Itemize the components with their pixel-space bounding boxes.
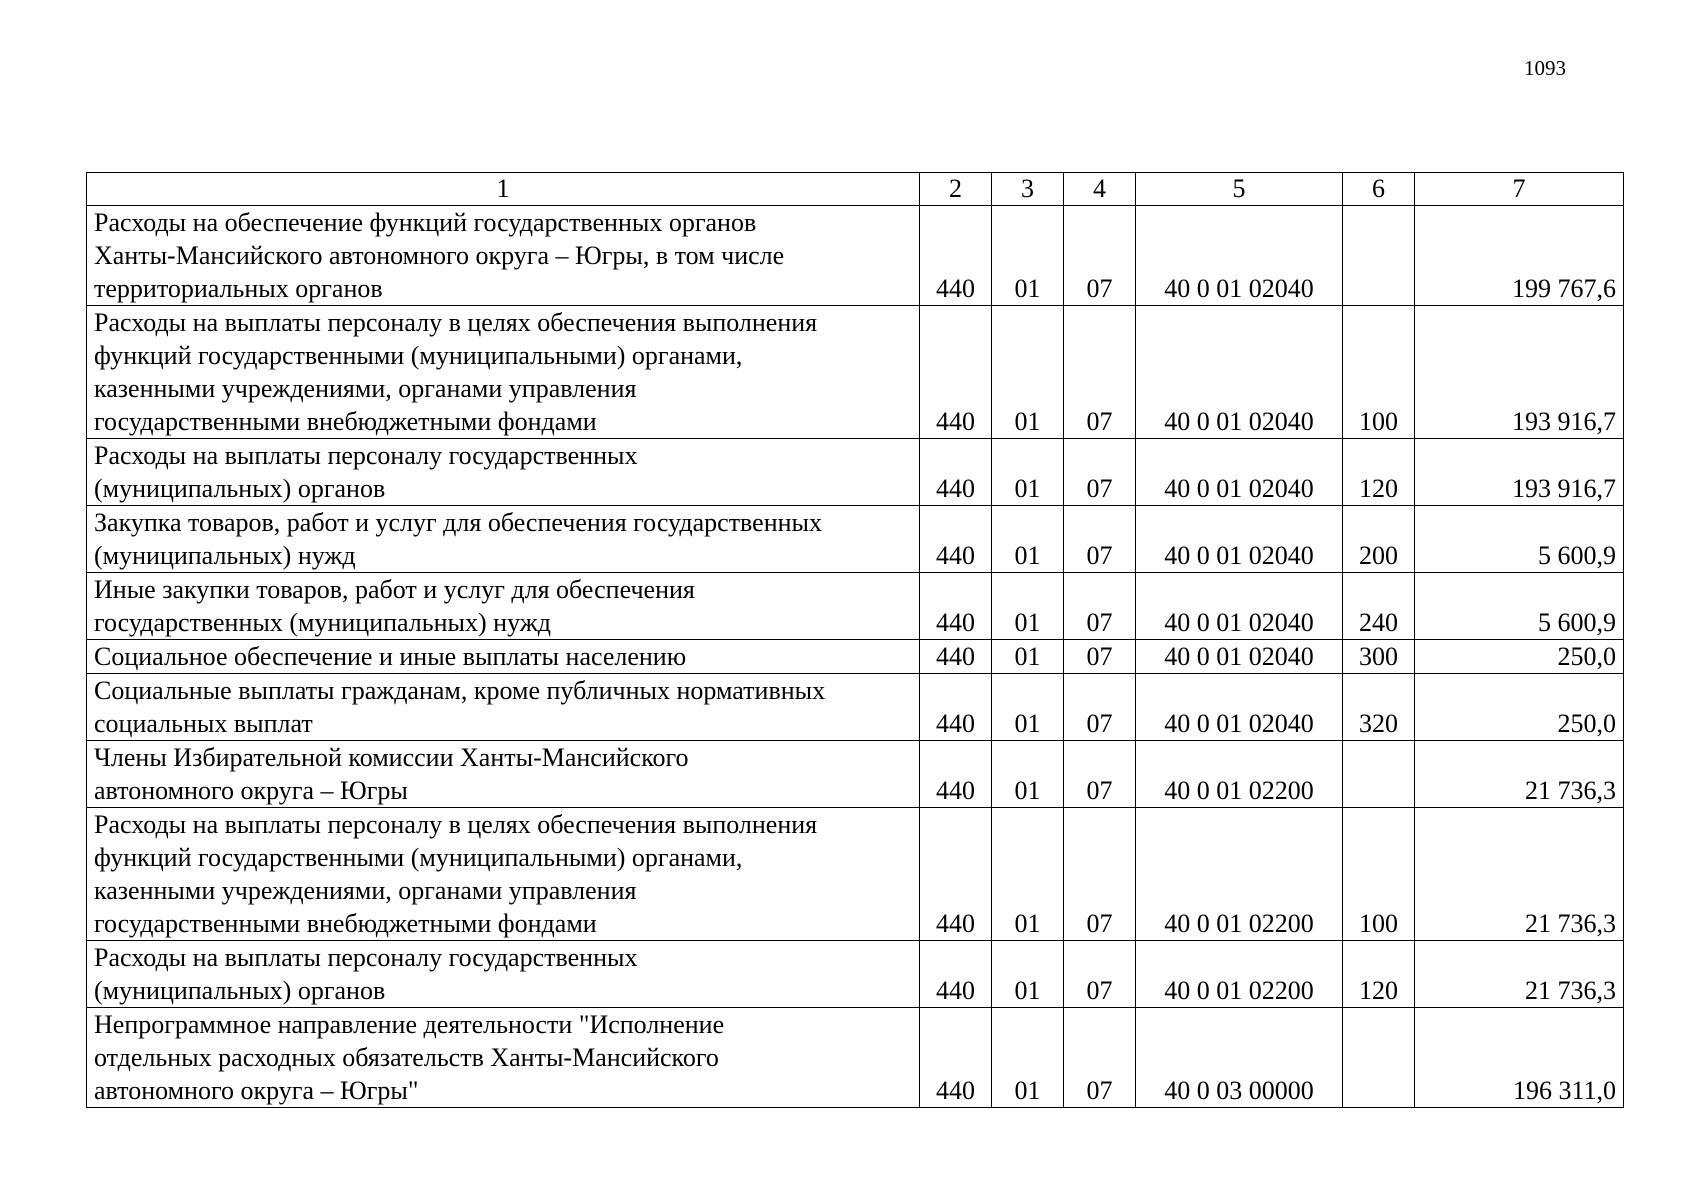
table-row	[87, 808, 1624, 941]
description-line: Расходы на выплаты персоналу в целях обеспечения выполнения	[94, 810, 818, 839]
target-article-cell: 40 0 01 02200	[1136, 808, 1343, 941]
admin-code-cell: 440	[920, 941, 992, 1008]
table-header-row	[87, 173, 1624, 206]
admin-code-cell: 440	[920, 1008, 992, 1108]
table-row	[87, 674, 1624, 741]
table-row	[87, 206, 1624, 306]
description-line: функций государственными (муниципальными) органами,	[94, 843, 743, 872]
header-cell: 6	[1343, 173, 1415, 206]
admin-code-cell: 440	[920, 573, 992, 640]
admin-code-cell: 440	[920, 808, 992, 941]
expense-type-cell: 100	[1343, 808, 1415, 941]
table-row	[87, 306, 1624, 439]
description-line: Ханты-Мансийского автономного округа – Югры, в том числе	[94, 241, 785, 270]
admin-code-cell: 440	[920, 439, 992, 506]
description-line: казенными учреждениями, органами управления	[94, 876, 637, 905]
description-line: Расходы на выплаты персоналу государственных	[94, 441, 638, 470]
section-code-cell: 01	[992, 941, 1064, 1008]
section-code-cell: 01	[992, 306, 1064, 439]
description-line: отдельных расходных обязательств Ханты-Мансийского	[94, 1043, 719, 1072]
description-cell	[87, 941, 920, 1008]
description-line: государственными внебюджетными фондами	[94, 407, 597, 436]
description-line: Закупка товаров, работ и услуг для обеспечения государственных	[94, 508, 823, 537]
subsection-code-cell: 07	[1064, 439, 1136, 506]
amount-cell: 21 736,3	[1415, 808, 1624, 941]
header-cell: 5	[1136, 173, 1343, 206]
description-cell	[87, 808, 920, 941]
target-article-cell: 40 0 01 02200	[1136, 741, 1343, 808]
target-article-cell: 40 0 03 00000	[1136, 1008, 1343, 1108]
description-line: Члены Избирательной комиссии Ханты-Мансийского	[94, 743, 689, 772]
header-cell: 2	[920, 173, 992, 206]
description-line: государственных (муниципальных) нужд	[94, 608, 551, 637]
description-cell	[87, 506, 920, 573]
header-cell: 4	[1064, 173, 1136, 206]
subsection-code-cell: 07	[1064, 941, 1136, 1008]
subsection-code-cell: 07	[1064, 640, 1136, 674]
subsection-code-cell: 07	[1064, 506, 1136, 573]
section-code-cell: 01	[992, 674, 1064, 741]
header-cell: 1	[87, 173, 920, 206]
expense-type-cell: 120	[1343, 439, 1415, 506]
amount-cell: 193 916,7	[1415, 306, 1624, 439]
description-cell	[87, 206, 920, 306]
description-line: автономного округа – Югры"	[94, 1076, 419, 1105]
amount-cell: 250,0	[1415, 640, 1624, 674]
page-number: 1093	[1524, 56, 1566, 80]
table-row	[87, 640, 1624, 674]
description-line: казенными учреждениями, органами управления	[94, 374, 637, 403]
amount-cell: 21 736,3	[1415, 941, 1624, 1008]
section-code-cell: 01	[992, 1008, 1064, 1108]
section-code-cell: 01	[992, 640, 1064, 674]
description-line: Расходы на выплаты персоналу в целях обеспечения выполнения	[94, 308, 818, 337]
amount-cell: 193 916,7	[1415, 439, 1624, 506]
amount-cell: 199 767,6	[1415, 206, 1624, 306]
target-article-cell: 40 0 01 02040	[1136, 573, 1343, 640]
admin-code-cell: 440	[920, 206, 992, 306]
description-cell	[87, 439, 920, 506]
amount-cell: 5 600,9	[1415, 573, 1624, 640]
section-code-cell: 01	[992, 741, 1064, 808]
description-cell	[87, 640, 920, 674]
target-article-cell: 40 0 01 02040	[1136, 506, 1343, 573]
section-code-cell: 01	[992, 506, 1064, 573]
description-cell	[87, 1008, 920, 1108]
description-line: Социальные выплаты гражданам, кроме публичных нормативных	[94, 676, 826, 705]
admin-code-cell: 440	[920, 506, 992, 573]
header-cell: 3	[992, 173, 1064, 206]
expense-type-cell	[1343, 1008, 1415, 1108]
description-cell	[87, 741, 920, 808]
target-article-cell: 40 0 01 02040	[1136, 674, 1343, 741]
description-line: Иные закупки товаров, работ и услуг для обеспечения	[94, 575, 695, 604]
target-article-cell: 40 0 01 02040	[1136, 306, 1343, 439]
expense-type-cell: 300	[1343, 640, 1415, 674]
expense-type-cell: 120	[1343, 941, 1415, 1008]
expense-type-cell: 320	[1343, 674, 1415, 741]
section-code-cell: 01	[992, 573, 1064, 640]
description-line: Социальное обеспечение и иные выплаты населению	[94, 642, 687, 671]
description-line: (муниципальных) органов	[94, 474, 386, 503]
table-row	[87, 1008, 1624, 1108]
table-row	[87, 439, 1624, 506]
amount-cell: 196 311,0	[1415, 1008, 1624, 1108]
section-code-cell: 01	[992, 206, 1064, 306]
description-cell	[87, 573, 920, 640]
subsection-code-cell: 07	[1064, 206, 1136, 306]
description-line: автономного округа – Югры	[94, 776, 408, 805]
description-line: социальных выплат	[94, 709, 313, 738]
description-line: Расходы на обеспечение функций государственных органов	[94, 208, 757, 237]
subsection-code-cell: 07	[1064, 1008, 1136, 1108]
admin-code-cell: 440	[920, 640, 992, 674]
description-line: (муниципальных) нужд	[94, 541, 356, 570]
description-cell	[87, 674, 920, 741]
admin-code-cell: 440	[920, 306, 992, 439]
admin-code-cell: 440	[920, 674, 992, 741]
description-line: территориальных органов	[94, 274, 383, 303]
target-article-cell: 40 0 01 02200	[1136, 941, 1343, 1008]
subsection-code-cell: 07	[1064, 306, 1136, 439]
description-line: государственными внебюджетными фондами	[94, 909, 597, 938]
expense-type-cell: 240	[1343, 573, 1415, 640]
description-line: Расходы на выплаты персоналу государственных	[94, 943, 638, 972]
description-line: (муниципальных) органов	[94, 976, 386, 1005]
amount-cell: 5 600,9	[1415, 506, 1624, 573]
expense-type-cell	[1343, 741, 1415, 808]
expense-type-cell: 100	[1343, 306, 1415, 439]
amount-cell: 250,0	[1415, 674, 1624, 741]
target-article-cell: 40 0 01 02040	[1136, 439, 1343, 506]
table-row	[87, 741, 1624, 808]
table-row	[87, 506, 1624, 573]
section-code-cell: 01	[992, 808, 1064, 941]
amount-cell: 21 736,3	[1415, 741, 1624, 808]
description-line: функций государственными (муниципальными) органами,	[94, 341, 743, 370]
subsection-code-cell: 07	[1064, 741, 1136, 808]
target-article-cell: 40 0 01 02040	[1136, 640, 1343, 674]
target-article-cell: 40 0 01 02040	[1136, 206, 1343, 306]
section-code-cell: 01	[992, 439, 1064, 506]
subsection-code-cell: 07	[1064, 808, 1136, 941]
admin-code-cell: 440	[920, 741, 992, 808]
header-cell: 7	[1415, 173, 1624, 206]
subsection-code-cell: 07	[1064, 573, 1136, 640]
expense-type-cell: 200	[1343, 506, 1415, 573]
description-line: Непрограммное направление деятельности "Исполнение	[94, 1010, 725, 1039]
expense-type-cell	[1343, 206, 1415, 306]
table-row	[87, 941, 1624, 1008]
description-cell	[87, 306, 920, 439]
budget-table	[86, 172, 1624, 1108]
subsection-code-cell: 07	[1064, 674, 1136, 741]
table-row	[87, 573, 1624, 640]
